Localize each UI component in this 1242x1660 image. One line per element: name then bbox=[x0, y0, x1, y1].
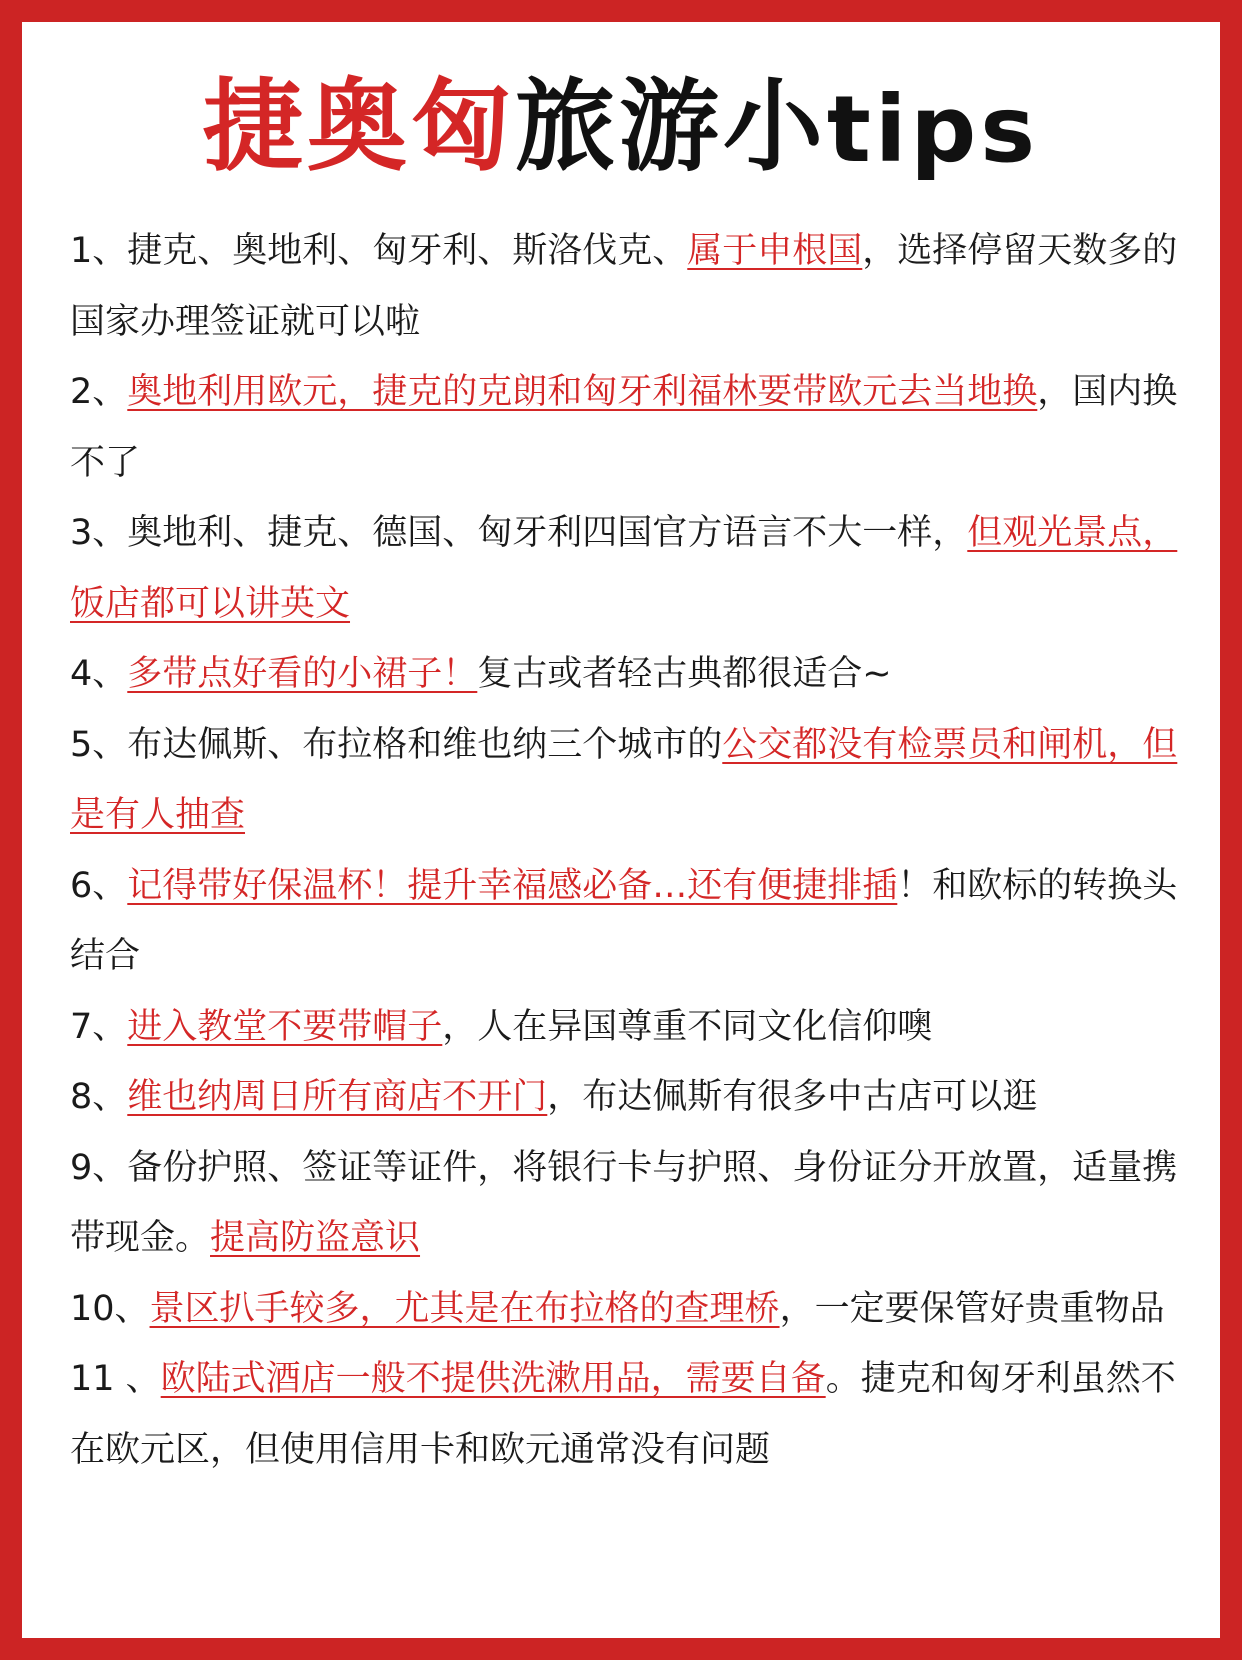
tip-text: 2、 bbox=[70, 372, 128, 412]
tip-highlight: 进入教堂不要带帽子 bbox=[127, 1006, 443, 1047]
tip-item-9 bbox=[70, 1133, 1180, 1274]
page-title bbox=[0, 62, 1242, 195]
tip-highlight: 多带点好看的小裙子！ bbox=[127, 654, 478, 694]
title-black-part: 旅游小 bbox=[514, 68, 827, 185]
tip-item-3 bbox=[70, 498, 1180, 639]
tip-text: 10、 bbox=[70, 1288, 150, 1329]
tip-text: 3、奥地利、捷克、德国、匈牙利四国官方语言不大一样， bbox=[70, 513, 968, 553]
tip-item-1 bbox=[70, 216, 1180, 357]
tip-highlight: 奥地利用欧元，捷克的克朗和匈牙利福林要带欧元去当地换 bbox=[127, 372, 1038, 412]
tip-text: 7、 bbox=[70, 1006, 128, 1047]
tip-text: ，选择停留天数多的国家办理签证就可以啦 bbox=[70, 231, 1178, 342]
tip-text: 9、备份护照、签证等证件，将银行卡与护照、身份证分开放置，适量携带现金。 bbox=[70, 1147, 1178, 1258]
tip-text: 11 、 bbox=[70, 1359, 161, 1399]
tip-text: 8、 bbox=[70, 1077, 128, 1117]
title-red-part: 捷奥匈 bbox=[202, 68, 515, 185]
tip-item-11 bbox=[70, 1344, 1180, 1485]
tip-highlight: 欧陆式酒店一般不提供洗漱用品，需要自备 bbox=[160, 1359, 826, 1399]
tip-text: ！和欧标的转换头结合 bbox=[70, 865, 1178, 976]
tip-text: 。捷克和匈牙利虽然不在欧元区，但使用信用卡和欧元通常没有问题 bbox=[70, 1359, 1176, 1470]
tip-highlight: 但观光景点，饭店都可以讲英文 bbox=[70, 513, 1178, 624]
tip-item-2 bbox=[70, 357, 1180, 498]
tip-highlight: 属于申根国 bbox=[687, 231, 863, 271]
tip-text: ，人在异国尊重不同文化信仰噢 bbox=[442, 1006, 933, 1047]
title-latin-part: tips bbox=[826, 76, 1040, 183]
tip-text: 复古或者轻古典都很适合~ bbox=[477, 654, 892, 694]
tip-highlight: 维也纳周日所有商店不开门 bbox=[127, 1077, 548, 1117]
tip-item-6 bbox=[70, 851, 1180, 992]
tip-text: 6、 bbox=[70, 865, 128, 906]
tip-item-5 bbox=[70, 710, 1180, 851]
tip-highlight: 提高防盗意识 bbox=[210, 1218, 421, 1258]
tip-item-4 bbox=[70, 639, 1180, 710]
tip-item-7 bbox=[70, 992, 1180, 1063]
tip-text: ，布达佩斯有很多中古店可以逛 bbox=[547, 1077, 1038, 1117]
tip-highlight: 公交都没有检票员和闸机，但是有人抽查 bbox=[70, 724, 1178, 835]
tip-text: 1、捷克、奥地利、匈牙利、斯洛伐克、 bbox=[70, 231, 688, 271]
tip-text: 5、布达佩斯、布拉格和维也纳三个城市的 bbox=[70, 724, 723, 765]
tip-text: 4、 bbox=[70, 654, 128, 694]
tip-highlight: 记得带好保温杯！提升幸福感必备…还有便捷排插 bbox=[127, 865, 898, 906]
tip-item-8 bbox=[70, 1062, 1180, 1133]
tips-list bbox=[70, 216, 1180, 1485]
tip-item-10 bbox=[70, 1274, 1180, 1345]
tip-text: ，国内换不了 bbox=[70, 372, 1178, 483]
tip-highlight: 景区扒手较多，尤其是在布拉格的查理桥 bbox=[149, 1288, 780, 1329]
tip-text: ，一定要保管好贵重物品 bbox=[779, 1288, 1165, 1329]
